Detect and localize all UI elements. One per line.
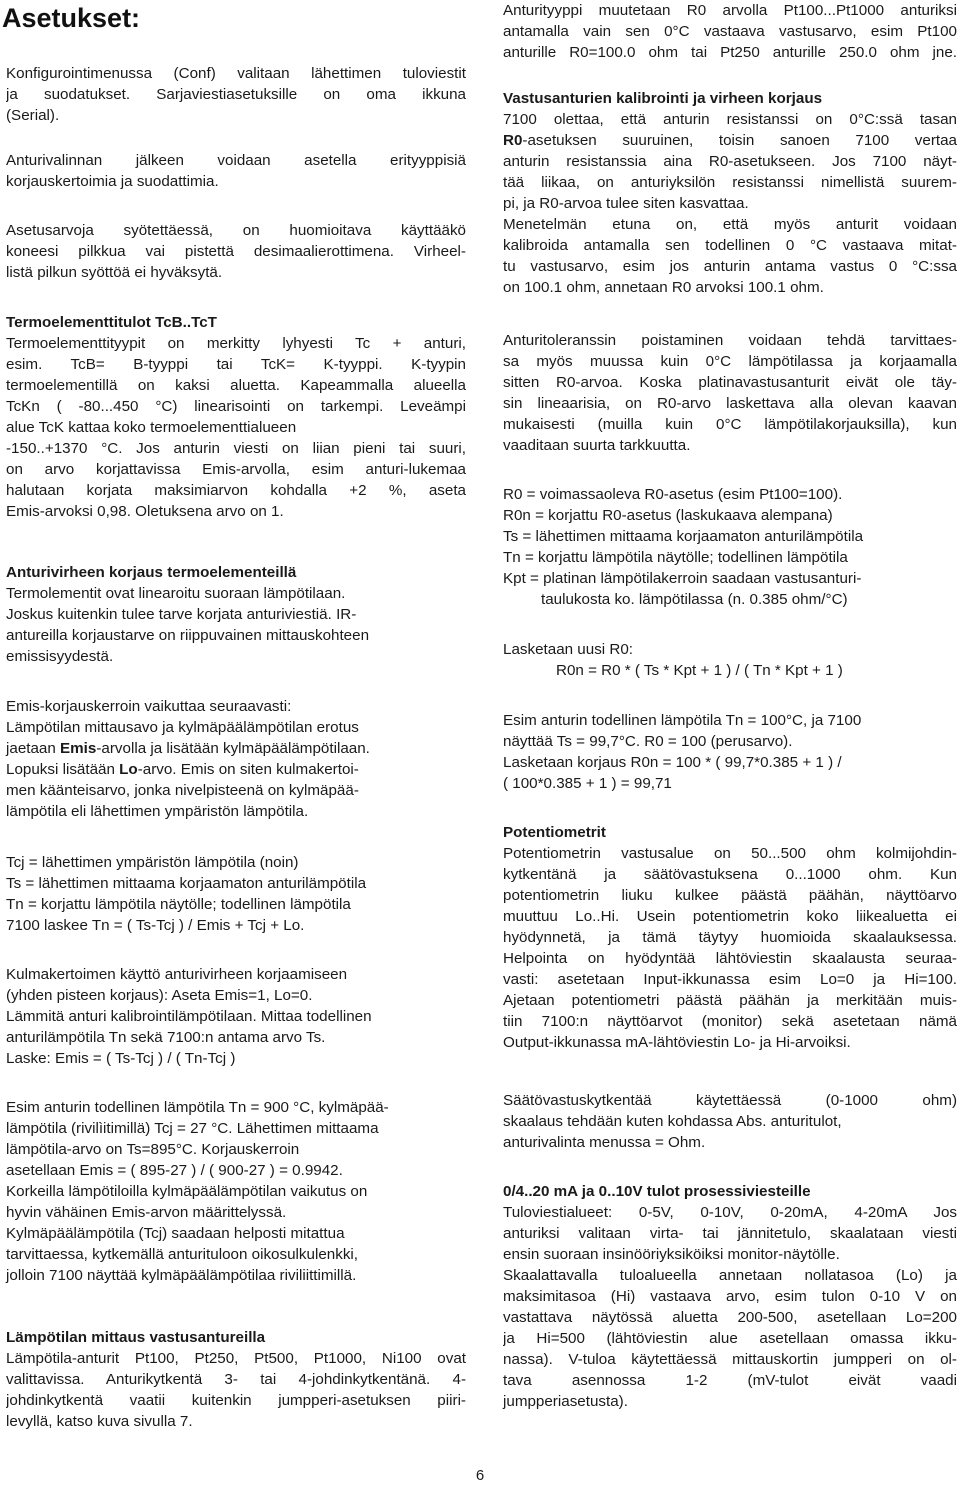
- text-line: anturivalinta menussa = Ohm.: [503, 1134, 706, 1151]
- text-line: Anturivalinnan jälkeen voidaan asetella erityyppisiä: [6, 152, 466, 169]
- text-line: Anturitoleranssin poistaminen voidaan tehdä tarvittaes-: [503, 332, 957, 349]
- text-line: mukaisesti (muilla kuin 0°C lämpötilakorjauksilla), kun: [503, 416, 957, 433]
- text-line: ja Hi=500 (lähtöviestin alue asetellaan omassa ikku-: [503, 1330, 957, 1347]
- text-line: muuttuu Lo..Hi. Usein potentiometrin koko liikealuetta ei: [503, 908, 957, 925]
- text-line: Esim anturin todellinen lämpötila Tn = 900 °C, kylmäpää-: [6, 1099, 389, 1116]
- text-line: esim. TcB= B-tyyppi tai TcK= K-tyyppi. K-tyypin: [6, 356, 466, 373]
- text-line: Termoelementtityypit on merkitty lyhyesti Tc + anturi,: [6, 335, 466, 352]
- text-line: men käänteisarvo, jonka nivelpisteenä on kylmäpää-: [6, 782, 359, 799]
- text-line: ( 100*0.385 + 1 ) = 99,71: [503, 775, 672, 792]
- text-line: on 100.1 ohm, annetaan R0 arvoksi 100.1 ohm.: [503, 279, 824, 296]
- text-line: sitten R0-arvoa. Koska platinavastusanturit eivät ole täy-: [503, 374, 957, 391]
- bold-term: R0: [503, 132, 523, 149]
- text-segment: -asetuksen suuruinen, toisin sanoen 7100 vertaa: [522, 132, 957, 149]
- text-line: termoelementillä on kaksi aluetta. Kapeammalla alueella: [6, 377, 466, 394]
- text-line: anturille R0=100.0 ohm tai Pt250 anturille 250.0 ohm jne.: [503, 44, 957, 61]
- text-line: Ajetaan potentiometri päästä päähän ja merkitään muis-: [503, 992, 957, 1009]
- page-title: Asetukset:: [2, 3, 141, 33]
- text-line: antureilla korjaustarve on riippuvainen mittauskohteen: [6, 627, 370, 644]
- text-line: (yhden pisteen korjaus): Aseta Emis=1, Lo=0.: [6, 987, 313, 1004]
- text-line: potentiometrin liuku kulkee päästä päähän, näyttöarvo: [503, 887, 957, 904]
- text-line: Tn = korjattu lämpötila näytölle; todellinen lämpötila: [6, 896, 351, 913]
- text-line: Laske: Emis = ( Ts-Tcj ) / ( Tn-Tcj ): [6, 1050, 236, 1067]
- text-line: tiin 7100:n näyttöarvot (monitor) sekä asetetaan nämä: [503, 1013, 957, 1030]
- section-heading: Termoelementtitulot TcB..TcT: [6, 314, 217, 331]
- text-line: lämpötila eli lähettimen ympäristön lämpötila.: [6, 803, 309, 820]
- text-line: hyvin vähäinen Emis-arvon määrittelyssä.: [6, 1204, 287, 1221]
- text-line: hyödynnetä, ja tämä täytyy huomioida skaalauksessa.: [503, 929, 957, 946]
- text-segment: -arvolla ja lisätään kylmäpäälämpötilaan.: [96, 740, 370, 757]
- text-line: Lasketaan uusi R0:: [503, 641, 634, 658]
- text-line: sin lineaarisia, on R0-arvo laskettava alla olevan kaavan: [503, 395, 957, 412]
- text-line: pi, ja R0-arvoa tulee siten kasvattaa.: [503, 195, 749, 212]
- text-line: R0n = R0 * ( Ts * Kpt + 1 ) / ( Tn * Kpt + 1 ): [556, 662, 843, 679]
- text-line: [503, 130, 957, 151]
- text-line: tarvittaessa, kytkemällä anturituloon oikosulkulenkki,: [6, 1246, 359, 1263]
- text-line: lämpötila-arvo on Ts=895°C. Korjauskerroin: [6, 1141, 300, 1158]
- text-line: -150..+1370 °C. Jos anturin viesti on liian pieni tai suuri,: [6, 440, 466, 457]
- page-number: 6: [475, 1467, 485, 1484]
- text-line: lämpötila (rivilìitimillä) Tcj = 27 °C. Lähettimen mittaama: [6, 1120, 379, 1137]
- text-line: Esim anturin todellinen lämpötila Tn = 100°C, ja 7100: [503, 712, 862, 729]
- text-line: Tcj = lähettimen ympäristön lämpötila (noin): [6, 854, 299, 871]
- text-line: Anturityyppi muutetaan R0 arvolla Pt100...Pt1000 anturiksi: [503, 2, 957, 19]
- section-heading: Potentiometrit: [503, 824, 606, 841]
- text-line: 7100 olettaa, että anturin resistanssi on 0°C:ssä tasan: [503, 111, 957, 128]
- text-line: johdinkytkentä vaatii kuitenkin jumpperi-asetuksen piiri-: [6, 1392, 466, 1409]
- text-line: anturiksi valitaan virta- tai jännitetulo, skaalataan viesti: [503, 1225, 957, 1242]
- text-line: [6, 738, 466, 759]
- text-line: Ts = lähettimen mittaama korjaamaton anturilämpötila: [6, 875, 367, 892]
- text-segment: -arvo. Emis on siten kulmakertoi-: [137, 761, 359, 778]
- section-heading: Lämpötilan mittaus vastusantureilla: [6, 1329, 266, 1346]
- text-line: levyllä, katso kuva sivulla 7.: [6, 1413, 193, 1430]
- text-line: Kylmäpäälämpötila (Tcj) saadaan helposti mitattua: [6, 1225, 345, 1242]
- text-line: maksimitasoa (Hi) vastaava arvo, esim tulon 0-10 V on: [503, 1288, 957, 1305]
- text-line: Output-ikkunassa mA-lähtöviestin Lo- ja Hi-arvoiksi.: [503, 1034, 851, 1051]
- text-line: näyttää Ts = 99,7°C. R0 = 100 (perusarvo).: [503, 733, 793, 750]
- text-line: valittavissa. Anturikytkentä 3- tai 4-johdinkytkentänä. 4-: [6, 1371, 466, 1388]
- section-heading: 0/4..20 mA ja 0..10V tulot prosessiviesteille: [503, 1183, 811, 1200]
- text-line: Menetelmän etuna on, että myös anturit voidaan: [503, 216, 957, 233]
- text-line: Korkeilla lämpötiloilla kylmäpäälämpötilan vaikutus on: [6, 1183, 368, 1200]
- text-line: Säätövastuskytkentää käytettäessä (0-1000 ohm): [503, 1092, 957, 1109]
- text-line: tää liikaa, on anturiyksilön resistanssi nimellistä suurem-: [503, 174, 957, 191]
- text-line: jolloin 7100 näyttää kylmäpäälämpötilaa riviliittimillä.: [6, 1267, 357, 1284]
- bold-term: Lo: [119, 761, 138, 778]
- text-line: kytkentänä ja säätövastuksena 0...1000 ohm. Kun: [503, 866, 957, 883]
- text-line: anturin resistanssia aina R0-asetukseen. Jos 7100 näyt-: [503, 153, 957, 170]
- text-line: Lämmitä anturi kalibrointilämpötilaan. Mittaa todellinen: [6, 1008, 372, 1025]
- text-line: tava asennossa 1-2 (mV-tulot eivät vaadi: [503, 1372, 957, 1389]
- text-line: tu vastusarvo, esim jos anturin antama vastus 0 °C:ssa: [503, 258, 957, 275]
- text-segment: Lopuksi lisätään: [6, 761, 120, 778]
- text-line: Lämpötilan mittausavo ja kylmäpäälämpötilan erotus: [6, 719, 359, 736]
- section-heading: Vastusanturien kalibrointi ja virheen korjaus: [503, 90, 823, 107]
- text-line: Ts = lähettimen mittaama korjaamaton anturilämpötila: [503, 528, 864, 545]
- text-line: nassa). V-tuloa käytettäessä mittauskortin jumpperi on ol-: [503, 1351, 957, 1368]
- bold-term: Emis: [60, 740, 97, 757]
- text-line: skaalaus tehdään kuten kohdassa Abs. anturitulot,: [503, 1113, 842, 1130]
- text-line: Lämpötila-anturit Pt100, Pt250, Pt500, Pt1000, Ni100 ovat: [6, 1350, 466, 1367]
- text-line: ja suodatukset. Sarjaviestiasetuksille on oma ikkuna: [6, 86, 466, 103]
- text-line: Skaalattavalla tuloalueella annetaan nollatasoa (Lo) ja: [503, 1267, 957, 1284]
- text-line: Potentiometrin vastusalue on 50...500 ohm kolmijohdin-: [503, 845, 957, 862]
- text-line: Tuloviestialueet: 0-5V, 0-10V, 0-20mA, 4-20mA Jos: [503, 1204, 957, 1221]
- text-line: R0 = voimassaoleva R0-asetus (esim Pt100=100).: [503, 486, 843, 503]
- text-line: sa myös muussa kuin 0°C lämpötilassa ja korjaamalla: [503, 353, 957, 370]
- text-line: Konfigurointimenussa (Conf) valitaan lähettimen tuloviestit: [6, 65, 466, 82]
- text-line: ensin suoraan insinööriyksiköiksi monitor-näytölle.: [503, 1246, 840, 1263]
- text-line: koneesi pilkkua vai pistettä desimaalierottimena. Virheel-: [6, 243, 466, 260]
- text-line: Kulmakertoimen käyttö anturivirheen korjaamiseen: [6, 966, 348, 983]
- text-line: vastattava näytössä aluetta 200-500, asetellaan Lo=200: [503, 1309, 957, 1326]
- text-line: R0n = korjattu R0-asetus (laskukaava alempana): [503, 507, 833, 524]
- text-line: Tn = korjattu lämpötila näytölle; todellinen lämpötila: [503, 549, 848, 566]
- text-line: listä pilkun syöttöä ei hyväksytä.: [6, 264, 223, 281]
- text-line: (Serial).: [6, 107, 60, 124]
- text-line: korjauskertoimia ja suodattimia.: [6, 173, 219, 190]
- text-line: vaaditaan suurta tarkkuutta.: [503, 437, 691, 454]
- text-line: halutaan korjata maksimiarvon kohdalla +2 %, aseta: [6, 482, 466, 499]
- section-heading: Anturivirheen korjaus termoelementeillä: [6, 564, 297, 581]
- text-line: Lasketaan korjaus R0n = 100 * ( 99,7*0.385 + 1 ) /: [503, 754, 842, 771]
- text-line: Kpt = platinan lämpötilakerroin saadaan vastusanturi-: [503, 570, 862, 587]
- text-line: Helpointa on hyödyntää lähtöviestin skaalausta seuraa-: [503, 950, 957, 967]
- text-line: Asetusarvoja syötettäessä, on huomioitava käyttääkö: [6, 222, 466, 239]
- text-line: vasti: asetetaan Input-ikkunassa esim Lo=0 ja Hi=100.: [503, 971, 957, 988]
- text-line: emissisyydestä.: [6, 648, 114, 665]
- text-line: [6, 759, 466, 780]
- text-line: TcKn ( -80...450 °C) linearisointi on tarkempi. Leveämpi: [6, 398, 466, 415]
- text-line: Joskus kuitenkin tulee tarve korjata anturiviestiä. IR-: [6, 606, 357, 623]
- text-line: on arvo korjattavissa Emis-arvolla, esim anturi-lukemaa: [6, 461, 466, 478]
- text-segment: jaetaan: [6, 740, 61, 757]
- text-line: jumpperiasetusta).: [503, 1393, 628, 1410]
- text-line: 7100 laskee Tn = ( Ts-Tcj ) / Emis + Tcj + Lo.: [6, 917, 305, 934]
- text-line: asetellaan Emis = ( 895-27 ) / ( 900-27 ) = 0.9942.: [6, 1162, 343, 1179]
- text-line: anturilämpötila Tn sekä 7100:n antama arvo Ts.: [6, 1029, 326, 1046]
- text-line: Emis-arvoksi 0,98. Oletuksena arvo on 1.: [6, 503, 284, 520]
- text-line: alue TcK kattaa koko termoelementtialueen: [6, 419, 297, 436]
- text-line: kalibroida antamalla sen todellinen 0 °C vastaava mitat-: [503, 237, 957, 254]
- text-line: Emis-korjauskerroin vaikuttaa seuraavasti:: [6, 698, 292, 715]
- text-line: Termolementit ovat linearoitu suoraan lämpötilaan.: [6, 585, 346, 602]
- text-line: antamalla vain sen 0°C vastaava vastusarvo, esim Pt100: [503, 23, 957, 40]
- text-line: taulukosta ko. lämpötilassa (n. 0.385 ohm/°C): [541, 591, 848, 608]
